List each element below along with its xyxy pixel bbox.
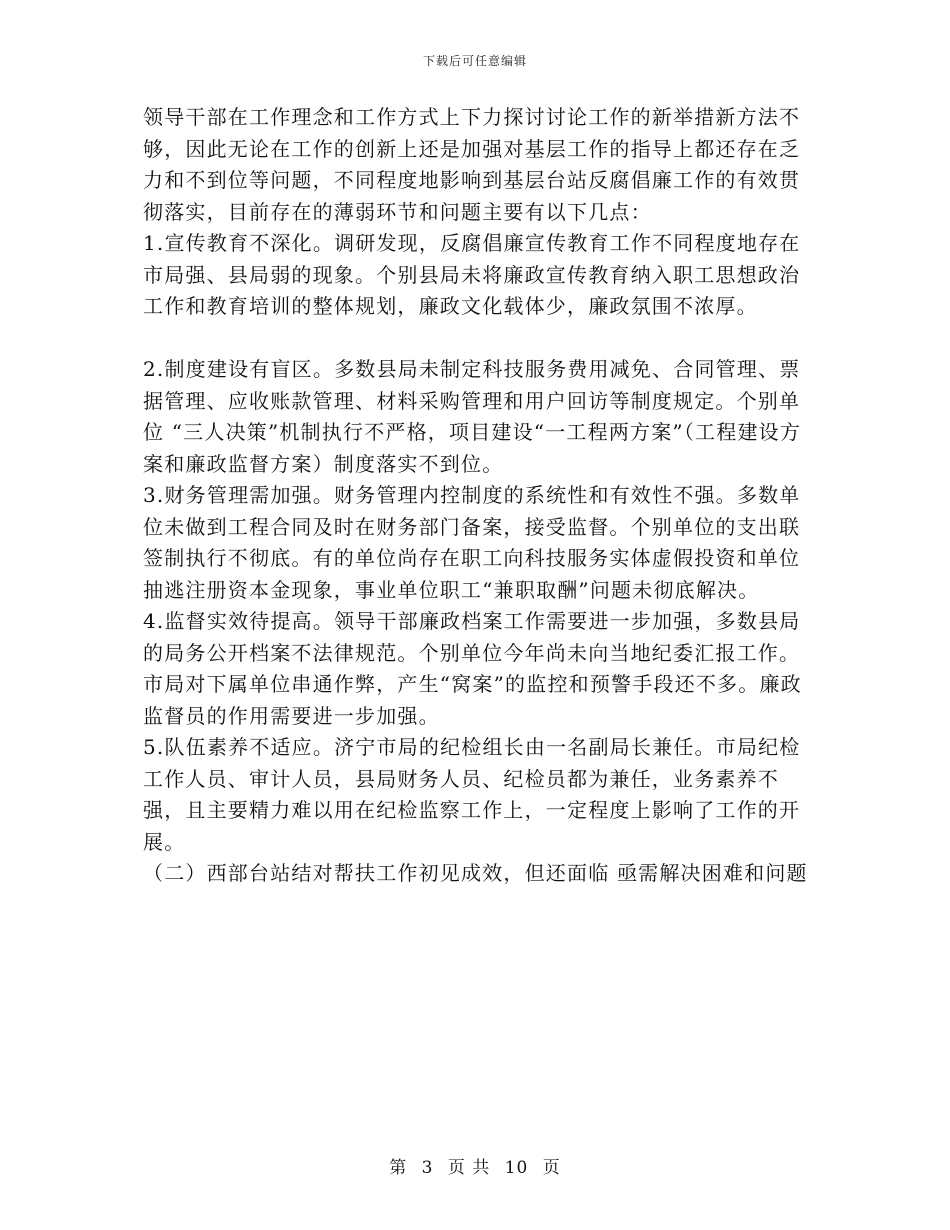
paragraph-item-2: 2.制度建设有盲区。多数县局未制定科技服务费用减免、合同管理、票据管理、应收账款管理、材料采购管理和用户回访等制度规定。个别单位 “三人决策”机制执行不严格，项目建设“一工程两方案”（工程建设方案和廉政监督方案）制度落实不到位。 [143,357,802,476]
section-heading-2: （二）西部台站结对帮扶工作初见成效，但还面临 亟需解决困难和问题 [143,861,808,885]
total-pages: 10 [504,1158,529,1178]
document-body [143,102,811,890]
page-number: 3 [421,1158,434,1178]
paragraph-item-5: 5.队伍素养不适应。济宁市局的纪检组长由一名副局长兼任。市局纪检工作人员、审计人员，县局财务人员、纪检员都为兼任，业务素养不强，且主要精力难以用在纪检监察工作上，一定程度上影响了工作的开展。 [143,735,801,854]
paragraph-item-4: 4.监督实效待提高。领导干部廉政档案工作需要进一步加强，多数县局的局务公开档案不法律规范。个别单位今年尚未向当地纪委汇报工作。市局对下属单位串通作弊，产生“窝案”的监控和预警手段还不多。廉政监督员的作用需要进一步加强。 [143,609,802,728]
page-footer [0,1153,950,1178]
page-prefix: 第 [389,1158,408,1178]
paragraph-item-3: 3.财务管理需加强。财务管理内控制度的系统性和有效性不强。多数单位未做到工程合同及时在财务部门备案，接受监督。个别单位的支出联签制执行不彻底。有的单位尚存在职工向科技服务实体虚假投资和单位抽逃注册资本金现象，事业单位职工“兼职取酬”问题未彻底解决。 [143,483,801,602]
page-suffix: 页 [542,1158,561,1178]
paragraph-item-1: 1.宣传教育不深化。调研发现，反腐倡廉宣传教育工作不同程度地存在市局强、县局弱的现象。个别县局未将廉政宣传教育纳入职工思想政治工作和教育培训的整体规划，廉政文化载体少，廉政氛围不浓厚。 [143,231,801,318]
page-middle: 页 共 [447,1158,491,1178]
paragraph-intro: 领导干部在工作理念和工作方式上下力探讨讨论工作的新举措新方法不够，因此无论在工作的创新上还是加强对基层工作的指导上都还存在乏力和不到位等问题，不同程度地影响到基层台站反腐倡廉工作的有效贯彻落实，目前存在的薄弱环节和问题主要有以下几点： [143,105,801,224]
page-header: 下载后可任意编辑 [422,54,527,68]
